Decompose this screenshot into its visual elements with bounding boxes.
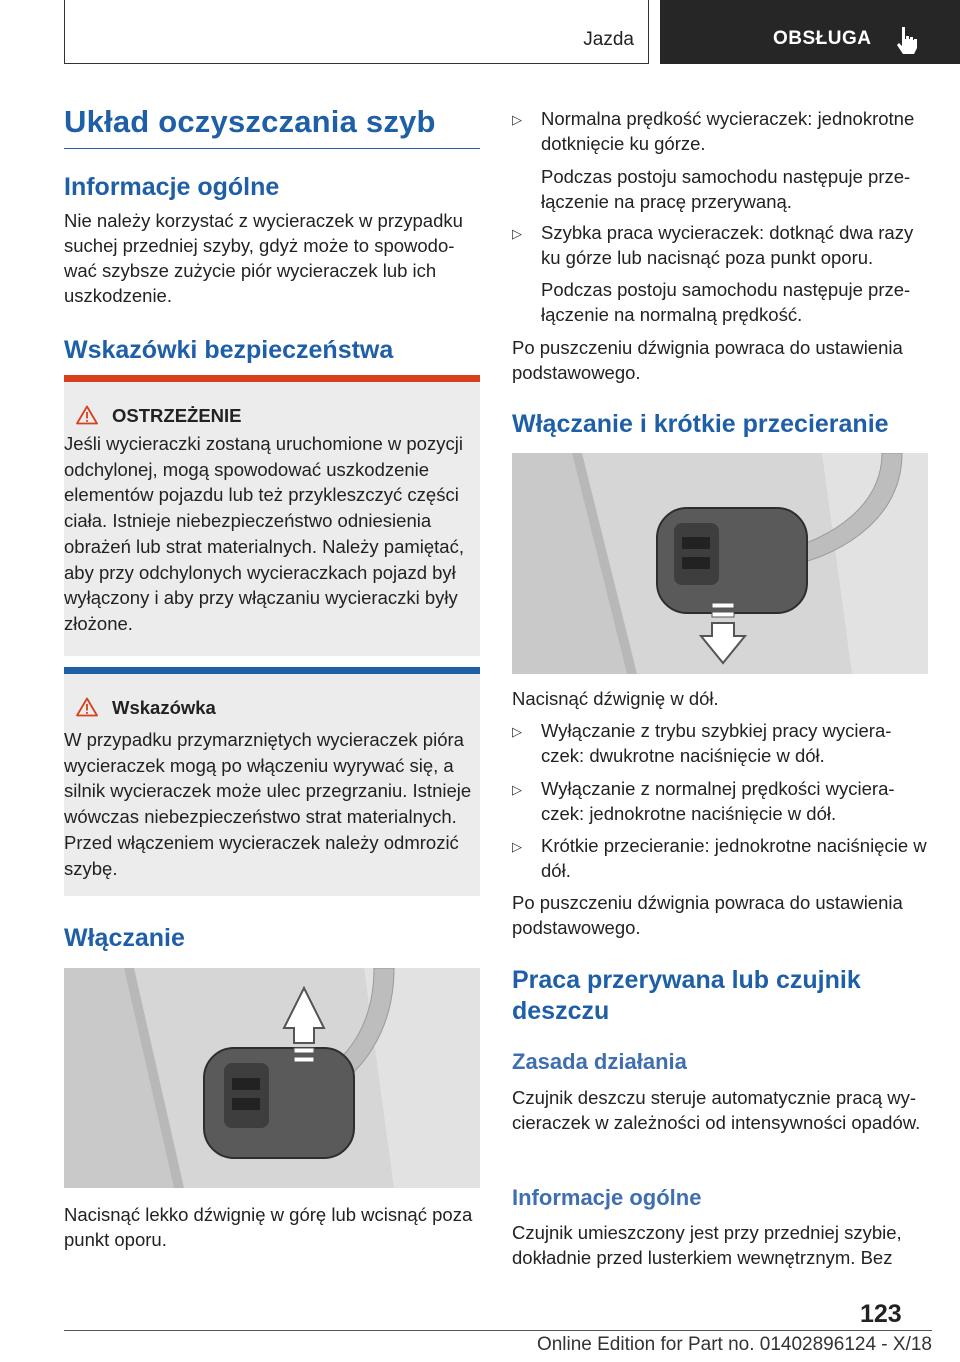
lever-up-illustration <box>64 968 480 1188</box>
lever-down-illustration <box>512 453 928 674</box>
switch-on-heading: Włączanie <box>64 924 185 952</box>
note-box <box>64 667 480 896</box>
warning-text: Jeśli wycieraczki zostaną uruchomione w pozycji odchylonej, mogą spowodować uszkodzenie elementów pojazdu lub też przykleszczyć części ciała. Istnieje niebezpieczeństwo odniesienia obrażeń lub strat materialnych. Należy pamiętać, aby przy odchylonych wycieraczkach pojazd był wyłączony i aby przy włączaniu wycieraczki były złożone. <box>64 433 464 634</box>
pointing-hand-icon <box>895 25 921 55</box>
switch-on-caption: Nacisnąć lekko dźwignię w górę lub wcisnąć poza punkt oporu. <box>64 1204 473 1250</box>
general-info-heading: Informacje ogólne <box>64 173 280 201</box>
triangle-right-icon: ▷ <box>512 839 522 854</box>
principle-heading: Zasada działania <box>512 1049 687 1074</box>
warning-triangle-icon <box>76 697 98 717</box>
header-chapter-tab <box>660 0 960 64</box>
bullet-subtext: Podczas postoju samochodu następuje przełączenie na normalną prędkość. <box>541 279 911 325</box>
page-title: Układ oczyszczania szyb <box>64 104 436 139</box>
note-text: W przypadku przymarzniętych wycieraczek pióra wycieraczek mogą po włączeniu wyrywać się, a silnik wycieraczek może ulec przegrzaniu. Istnieje wówczas niebezpieczeństwo strat materialnych. Przed włączeniem wycieraczek należy odmrozić szybę. <box>64 729 472 879</box>
header-section-tab <box>64 0 649 64</box>
general-info-text: Nie należy korzystać z wycieraczek w przypadku suchej przedniej szyby, gdyż może to spowodować szybsze zużycie piór wycieraczek lub ich uszkodzenie. <box>64 210 463 306</box>
footer-edition: Online Edition for Part no. 01402896124 - X/18 <box>536 1334 932 1355</box>
flick-heading: Włączanie i krótkie przecieranie <box>512 410 889 438</box>
release-text: Po puszczeniu dźwignia powraca do ustawienia podstawowego. <box>512 892 903 938</box>
triangle-right-icon: ▷ <box>512 782 522 797</box>
warning-bar <box>64 375 480 382</box>
general-info-heading-2: Informacje ogólne <box>512 1185 702 1210</box>
note-title: Wskazówka <box>112 697 216 718</box>
list-item: ▷ Krótkie przecieranie: jednokrotne naciśnięcie w dół. <box>512 835 927 881</box>
bullet-subtext: Podczas postoju samochodu następuje przełączenie na pracę przerywaną. <box>541 166 911 212</box>
footer-rule <box>64 1330 932 1331</box>
release-text: Po puszczeniu dźwignia powraca do ustawienia podstawowego. <box>512 337 903 383</box>
warning-box <box>64 375 480 656</box>
title-rule <box>64 148 480 149</box>
list-item: ▷ Normalna prędkość wycieraczek: jednokrotne dotknięcie ku górze. <box>512 108 915 154</box>
list-item: ▷ Szybka praca wycieraczek: dotknąć dwa razy ku górze lub nacisnąć poza punkt oporu. <box>512 222 914 268</box>
triangle-right-icon: ▷ <box>512 226 522 241</box>
general-info-text-2: Czujnik umieszczony jest przy przedniej szybie, dokładnie przed lusterkiem wewnętrznym. Bez <box>512 1222 902 1268</box>
list-item: ▷ Wyłączanie z normalnej prędkości wycieraczek: jednokrotne naciśnięcie w dół. <box>512 778 895 824</box>
warning-title: OSTRZEŻENIE <box>112 405 242 426</box>
interval-heading: Praca przerywana lub czujnik deszczu <box>512 966 861 1025</box>
triangle-right-icon: ▷ <box>512 724 522 739</box>
note-bar <box>64 667 480 674</box>
safety-heading: Wskazówki bezpieczeństwa <box>64 336 394 364</box>
list-item: ▷ Wyłączanie z trybu szybkiej pracy wycieraczek: dwukrotne naciśnięcie w dół. <box>512 720 892 766</box>
principle-text: Czujnik deszczu steruje automatycznie pracą wycieraczek w zależności od intensywności opadów. <box>512 1087 921 1133</box>
page-number: 123 <box>860 1300 902 1328</box>
section-title: Jazda <box>583 29 634 50</box>
warning-triangle-icon <box>76 405 98 425</box>
flick-caption: Nacisnąć dźwignię w dół. <box>512 688 719 709</box>
triangle-right-icon: ▷ <box>512 112 522 127</box>
chapter-title: OBSŁUGA <box>773 28 872 49</box>
